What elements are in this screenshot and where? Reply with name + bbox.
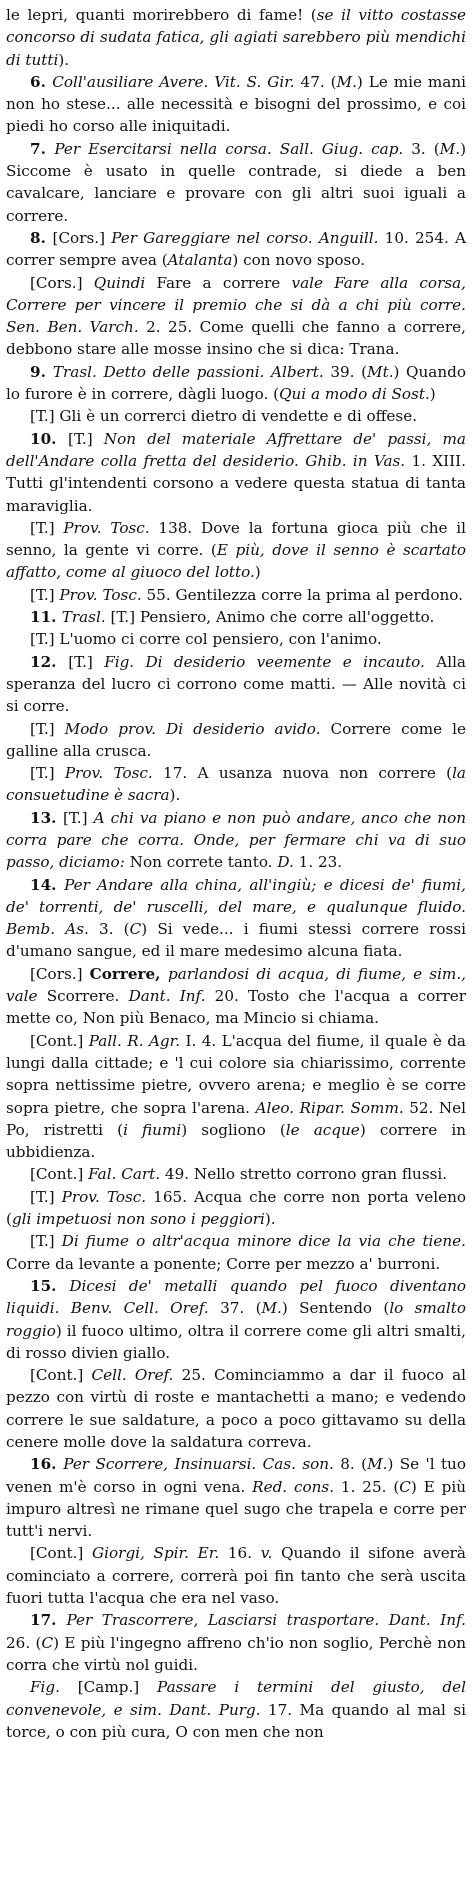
text-run: 55. Gentilezza corre la prima al perdono.	[141, 585, 463, 604]
text-run: [T.]	[30, 1187, 62, 1206]
text-run: 8. (	[333, 1455, 368, 1474]
text-run: Per Gareggiare nel corso. Anguill.	[111, 228, 379, 247]
text-run: [T.] Gli è un correrci dietro di vendette e di offese.	[30, 407, 418, 426]
text-run: [T.]	[62, 808, 94, 827]
text-run: Trasl. Detto delle passioni. Albert.	[52, 362, 324, 381]
entry-paragraph	[6, 1676, 466, 1743]
text-run: 1. XIII. Tutti gl'intendenti corsono a vedere questa statua di tanta maraviglia.	[6, 451, 466, 515]
text-run: ) E più l'ingegno affreno ch'io non soglio, Perchè non corra che virtù nol guidi.	[6, 1633, 466, 1674]
text-run: gli impetuosi non sono i peggiori	[11, 1210, 265, 1229]
text-run: [Camp.]	[59, 1678, 158, 1697]
text-run: ).	[169, 786, 181, 805]
text-run: le acque	[285, 1120, 360, 1139]
entry-paragraph	[6, 138, 466, 227]
entry-paragraph	[6, 1609, 466, 1676]
text-run: M.	[261, 1299, 282, 1318]
text-run: 11.	[30, 608, 62, 627]
text-run: Aleo. Ripar. Somm.	[255, 1098, 404, 1117]
text-run: Atalanta	[167, 251, 233, 270]
text-run: [T.]	[30, 585, 60, 604]
text-run: v.	[260, 1544, 273, 1563]
text-run: [Cont.]	[30, 1544, 93, 1563]
text-run: 39. (	[323, 362, 368, 381]
entry-paragraph	[6, 272, 466, 361]
text-run: 8.	[30, 228, 53, 247]
text-run: vale Fare alla corsa, Correre per vincere il premio che si dà a chi più corre. Sen. Ben. Varch.	[6, 273, 467, 337]
text-run: 2. 25. Come quelli che fanno a correre, debbono stare alle mosse insino che si dica: Trana.	[6, 318, 466, 359]
text-run: [T.]	[30, 1232, 62, 1251]
entry-paragraph	[6, 762, 466, 807]
text-run: [Cont.]	[30, 1031, 89, 1050]
text-run: 9.	[30, 362, 53, 381]
text-run: ) Le mie mani non ho stese... alle necessità e bisogni del prossimo, e coi piedi ho corso alle iniquitadi.	[6, 72, 466, 136]
entry-paragraph	[6, 651, 466, 718]
text-run: ) il fuoco ultimo, oltra il correre come gli altri smalti, di rosso divien giallo.	[6, 1321, 466, 1362]
text-run: Corre da levante a ponente; Corre per mezzo a' burroni.	[6, 1254, 441, 1273]
text-run: 13.	[30, 808, 63, 827]
text-run: Trasl.	[61, 608, 106, 627]
entry-paragraph	[6, 963, 466, 1030]
text-run: 17.	[30, 1611, 67, 1630]
text-run: ) Se 'l tuo venen m'è corso in ogni vena.	[6, 1455, 466, 1496]
text-run: 138. Dove la fortuna gioca più che il senno, la gente vi corre. (	[6, 518, 466, 560]
text-run: ) Si vede... i fiumi stessi correre rossi d'umano sangue, ed il mare medesimo alcuna fiata.	[6, 920, 466, 961]
text-run: 3. (	[403, 139, 440, 158]
text-run: 15.	[30, 1276, 70, 1295]
text-run: ) Siccome è usato in quelle contrade, si diede a ben cavalcare, lanciare e provare con gli altri suoi iguali a correre.	[6, 139, 466, 225]
entry-paragraph	[6, 517, 466, 584]
text-run: Prov. Tosc.	[59, 585, 142, 604]
text-run: [T.]	[30, 764, 65, 783]
text-run: C	[399, 1477, 411, 1496]
text-run: Per Trascorrere, Lasciarsi trasportare. Dant. Inf.	[66, 1611, 466, 1630]
text-run: 52. Nel Po, ristretti (	[6, 1098, 467, 1139]
text-run: Per Esercitarsi nella corsa. Sall. Giug. cap.	[54, 139, 404, 158]
entry-paragraph	[6, 1364, 466, 1453]
text-run: Prov. Tosc.	[63, 518, 150, 537]
text-run: [T.]	[30, 719, 65, 738]
entry-paragraph	[6, 584, 466, 606]
text-run: Coll'ausiliare Avere. Vit. S. Gir.	[52, 72, 295, 91]
text-run: )	[254, 563, 261, 582]
text-run: ) correre in ubbidienza.	[6, 1120, 467, 1162]
text-run: Dicesi de' metalli quando pel fuoco diventano liquidi. Benv. Cell. Oref.	[6, 1276, 466, 1318]
text-run: 12.	[30, 652, 69, 671]
entry-paragraph	[6, 1186, 466, 1231]
entry-paragraph	[6, 807, 466, 874]
entry-paragraph	[6, 428, 466, 517]
text-run: Scorrere.	[37, 987, 129, 1006]
text-run: 10.	[30, 429, 69, 448]
text-run: 14.	[30, 875, 65, 894]
text-run: Fare a correre	[145, 273, 292, 292]
text-run: A chi va piano e non può andare, anco che non corra pare che corra. Onde, per fermare chi va di suo passo, diciamo:	[6, 808, 466, 872]
entry-paragraph	[6, 1275, 466, 1364]
text-run: 3. (	[88, 920, 130, 939]
entry-paragraph	[6, 4, 466, 71]
text-run: Correre come le galline alla crusca.	[6, 719, 467, 760]
entry-paragraph	[6, 227, 466, 272]
text-run: Fig.	[30, 1678, 60, 1697]
text-run: Correre,	[89, 964, 169, 983]
text-run: Modo prov. Di desiderio avido.	[64, 719, 321, 738]
text-run: [T.] L'uomo ci corre col pensiero, con l'animo.	[30, 630, 382, 649]
text-run: [T.]	[68, 652, 105, 671]
text-run: [Cors.]	[30, 273, 94, 292]
text-run: 16.	[219, 1544, 261, 1563]
entry-paragraph	[6, 718, 466, 763]
text-run: 1. 23.	[293, 853, 343, 872]
text-run: lo smalto roggio	[6, 1299, 466, 1340]
text-run: 49. Nello stretto corrono gran flussi.	[160, 1165, 448, 1184]
text-run: Pall. R. Agr.	[88, 1031, 181, 1050]
text-run: 26. (	[6, 1633, 42, 1652]
text-run: Red. cons.	[252, 1477, 335, 1496]
text-run: Quindi	[93, 273, 146, 292]
text-run: le lepri, quanti morirebbero di fame! (	[6, 6, 317, 24]
text-run: parlandosi di acqua, di fiume, e sim., vale	[6, 964, 466, 1006]
text-run: 165. Acqua che corre non porta veleno (	[6, 1187, 467, 1229]
text-run: 1. 25. (	[334, 1477, 400, 1496]
entry-paragraph	[6, 874, 466, 963]
text-run: 17. A usanza nuova non correre (	[152, 764, 453, 783]
text-run: ) con novo sposo.	[232, 251, 366, 270]
text-run: Fal. Cart.	[88, 1165, 161, 1184]
text-run: )	[429, 385, 436, 404]
text-run: Dant. Inf.	[128, 987, 206, 1006]
text-run: Prov. Tosc.	[61, 1187, 147, 1206]
entry-paragraph	[6, 1453, 466, 1542]
text-run: 47. (	[294, 72, 337, 91]
text-run: ) Sentendo (	[281, 1299, 390, 1318]
text-run: [T.] Pensiero, Animo che corre all'oggetto.	[105, 608, 435, 627]
text-run: Passare i termini del giusto, del convenevole, e sim. Dant. Purg.	[6, 1678, 467, 1719]
text-run: la consuetudine è sacra	[6, 764, 466, 805]
text-run: ) Quando lo furore è in correre, dàgli luogo. (	[6, 362, 466, 404]
text-run: Giorgi, Spir. Er.	[92, 1544, 220, 1563]
text-run: [T.]	[68, 429, 104, 448]
text-run: 10. 254. A correr sempre avea (	[6, 228, 466, 270]
text-run: 25. Cominciammo a dar il fuoco al pezzo con virtù di roste e mantachetti a mano; e vedendo correre le sue saldature, a poco a poco gittavamo su della cenere molle dove la saldatura correva.	[6, 1366, 467, 1451]
text-run: ) E più impuro altresì ne rimane quel sugo che trapela e corre per tutt'i nervi.	[6, 1477, 467, 1541]
text-run: 17. Ma quando al mal si torce, o con più cura, O con men che non	[6, 1700, 466, 1741]
text-run: E più, dove il senno è scartato affatto, come al giuoco del lotto.	[6, 541, 467, 582]
text-run: 16.	[30, 1455, 64, 1474]
text-run: M.	[336, 72, 357, 91]
text-run: [Cors.]	[30, 964, 90, 983]
text-run: D.	[277, 853, 294, 872]
text-run: [Cors.]	[52, 228, 112, 247]
text-run: 20. Tosto che l'acqua a correr mette co, Non più Benaco, ma Mincio si chiama.	[6, 987, 466, 1028]
entry-paragraph	[6, 361, 466, 406]
text-run: 37. (	[208, 1299, 262, 1318]
text-run: 6.	[30, 72, 53, 91]
entry-paragraph	[6, 1230, 466, 1275]
text-run: Per Andare alla china, all'ingiù; e dicesi de' fiumi, de' torrenti, de' ruscelli, del mare, e qualunque fluido. Bemb. As.	[6, 875, 466, 939]
text-run: Di fiume o altr'acqua minore dice la via che tiene.	[61, 1232, 466, 1251]
text-run: ).	[58, 50, 70, 69]
text-run: Per Scorrere, Insinuarsi. Cas. son.	[63, 1455, 334, 1474]
text-run: Non del materiale Affrettare de' passi, ma dell'Andare colla fretta del desiderio. Ghib. in Vas.	[6, 429, 466, 470]
text-run: Prov. Tosc.	[64, 764, 153, 783]
entry-paragraph	[6, 1163, 466, 1185]
text-run: I. 4. L'acqua del fiume, il quale è da lungi dalla cittade; e 'l cui colore sia chiarissimo, corrente sopra nettissime pietre, ovvero arena; e meglio è se corre sopra pietre, che sopra l'arena.	[6, 1031, 466, 1117]
text-run: [Cont.]	[30, 1366, 92, 1385]
text-run: i fiumi	[123, 1120, 182, 1139]
text-run: Alla speranza del lucro ci corrono come matti. — Alle novità ci si corre.	[6, 652, 466, 716]
text-run: Quando il sifone averà cominciato a correre, correrà poi fin tanto che serà uscita fuori tutta l'acqua che era nel vaso.	[6, 1544, 466, 1608]
text-run: se il vitto costasse concorso di sudata fatica, gli agiati sarebbero più mendichi di tutti	[6, 6, 466, 69]
text-run: [T.]	[30, 518, 64, 537]
entry-paragraph	[6, 1542, 466, 1609]
text-run: C	[129, 920, 142, 939]
text-run: Qui a modo di Sost.	[279, 385, 430, 404]
text-run: ) sogliono (	[181, 1120, 286, 1139]
text-run: Cell. Oref.	[91, 1366, 174, 1385]
text-run: ).	[264, 1210, 276, 1229]
text-run: M.	[367, 1455, 388, 1474]
entry-paragraph	[6, 405, 466, 427]
text-run: C	[41, 1633, 54, 1652]
text-run: [Cont.]	[30, 1165, 89, 1184]
text-run: Non correte tanto.	[124, 853, 278, 872]
entry-paragraph	[6, 606, 466, 628]
text-run: 7.	[30, 139, 55, 158]
entry-paragraph	[6, 71, 466, 138]
text-run: M.	[439, 139, 461, 158]
entry-paragraph	[6, 1030, 466, 1164]
text-run: Mt.	[367, 362, 394, 381]
text-run: Fig. Di desiderio veemente e incauto.	[104, 652, 425, 671]
entry-paragraph	[6, 628, 466, 650]
